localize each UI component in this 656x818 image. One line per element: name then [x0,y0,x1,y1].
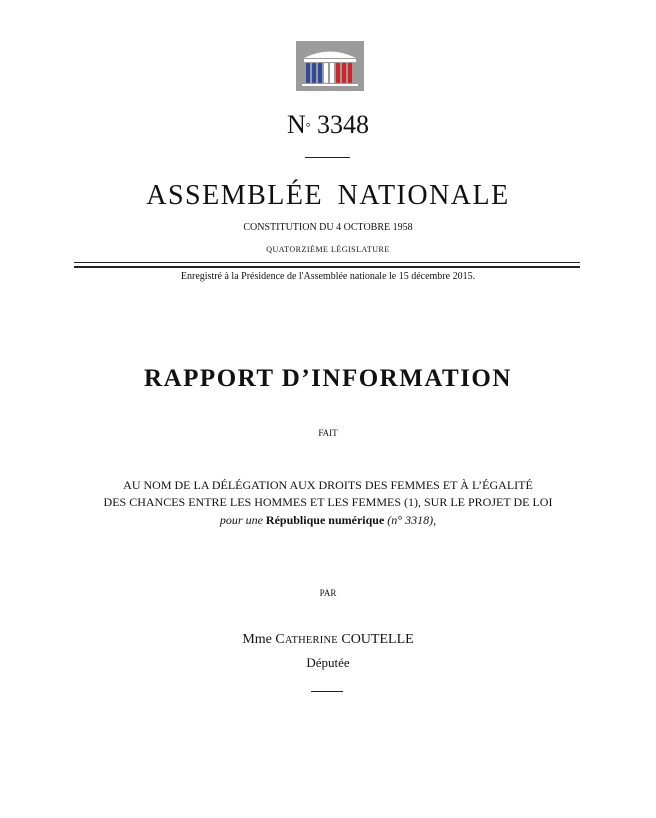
author-role: Députée [306,655,350,670]
body-italic-b: (n° 3318), [387,513,437,527]
body-italic-a: pour une [219,513,263,527]
author-first-name: CATHERINE [275,632,338,647]
body-bold-title: République numérique [265,513,385,527]
made-label: FAIT [318,428,338,438]
institution-title: ASSEMBLÉE NATIONALE [146,180,510,211]
assemblee-nationale-logo [296,41,364,91]
report-title: RAPPORT D’INFORMATION [144,365,512,392]
body-line-3 [0,512,656,528]
double-divider [74,262,580,268]
short-divider-bottom [311,691,343,692]
number-value: 3348 [317,110,370,139]
constitution-line: CONSTITUTION DU 4 OCTOBRE 1958 [243,222,413,233]
report-number [0,110,656,140]
author-name [0,631,656,650]
registration-line: Enregistré à la Présidence de l'Assemblée nationale le 15 décembre 2015. [180,271,476,282]
short-divider-top [305,157,350,158]
body-line-1: AU NOM DE LA DÉLÉGATION AUX DROITS DES FEMMES ET À L’ÉGALITÉ [123,478,533,492]
author-last-name: COUTELLE [341,632,414,647]
body-line-2: DES CHANCES ENTRE LES HOMMES ET LES FEMMES (1), SUR LE PROJET DE LOI [103,495,553,509]
author-civility: Mme [242,632,272,647]
by-label: PAR [319,588,337,598]
number-degree: ° [305,120,311,134]
legislature-line: QUATORZIÈME LÉGISLATURE [266,245,390,254]
number-prefix: N [286,110,306,139]
